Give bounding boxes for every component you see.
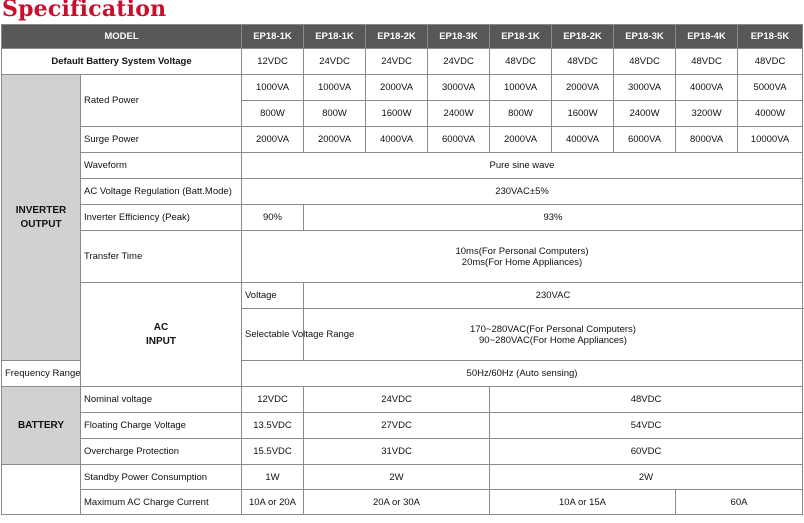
cell: 2W <box>490 465 803 490</box>
section-label: AC <box>153 322 169 333</box>
rated-power-label: Rated Power <box>81 75 242 127</box>
waveform-value: Pure sine wave <box>242 153 803 179</box>
cell: 20A or 30A <box>304 490 490 515</box>
cell: 4000VA <box>552 127 614 153</box>
cell: 1600W <box>552 101 614 127</box>
cell: 2000VA <box>366 75 428 101</box>
cell: 15.5VDC <box>242 439 304 465</box>
nominal-voltage-label: Nominal voltage <box>81 387 242 413</box>
cell: 48VDC <box>552 49 614 75</box>
model-name: EP18-4K <box>676 25 738 49</box>
model-name: EP18-1K <box>304 25 366 49</box>
cell: 800W <box>304 101 366 127</box>
nominal-voltage-row <box>2 387 803 413</box>
cell: 8000VA <box>676 127 738 153</box>
efficiency-row <box>2 205 803 231</box>
ac-regulation-label: AC Voltage Regulation (Batt.Mode) <box>81 179 242 205</box>
cell: 27VDC <box>304 413 490 439</box>
cell: 48VDC <box>614 49 676 75</box>
cell: 4000VA <box>676 75 738 101</box>
cell: 93% <box>304 205 803 231</box>
cell: 31VDC <box>304 439 490 465</box>
frequency-label: Frequency Range <box>2 361 81 387</box>
model-name: EP18-1K <box>242 25 304 49</box>
cell: 2400W <box>614 101 676 127</box>
cell: 3200W <box>676 101 738 127</box>
cell: 24VDC <box>366 49 428 75</box>
cell: 1000VA <box>242 75 304 101</box>
cell: 6000VA <box>428 127 490 153</box>
transfer-line: 10ms(For Personal Computers) <box>455 245 589 257</box>
cell: 2W <box>304 465 490 490</box>
transfer-time-label: Transfer Time <box>81 231 242 283</box>
waveform-row <box>2 153 803 179</box>
cell: 3000VA <box>428 75 490 101</box>
battery-voltage-row <box>2 49 803 75</box>
cell: 2000VA <box>552 75 614 101</box>
ac-charge-label: Maximum AC Charge Current <box>81 490 242 515</box>
frequency-value: 50Hz/60Hz (Auto sensing) <box>242 361 803 387</box>
model-name: EP18-2K <box>552 25 614 49</box>
surge-power-row <box>2 127 803 153</box>
floating-charge-label: Floating Charge Voltage <box>81 413 242 439</box>
model-name: EP18-5K <box>738 25 803 49</box>
cell: 1000VA <box>490 75 552 101</box>
waveform-label: Waveform <box>81 153 242 179</box>
section-misc <box>2 465 81 515</box>
cell: 6000VA <box>614 127 676 153</box>
cell: 13.5VDC <box>242 413 304 439</box>
specification-table <box>1 24 803 515</box>
cell: 48VDC <box>738 49 803 75</box>
ac-regulation-value: 230VAC±5% <box>242 179 803 205</box>
battery-voltage-label: Default Battery System Voltage <box>2 49 242 75</box>
overcharge-label: Overcharge Protection <box>81 439 242 465</box>
ac-voltage-value: 230VAC <box>304 283 803 309</box>
cell: 48VDC <box>490 387 803 413</box>
range-line: 170~280VAC(For Personal Computers) <box>470 323 636 335</box>
cell: 12VDC <box>242 387 304 413</box>
cell: 2000VA <box>304 127 366 153</box>
rated-power-va-row <box>2 75 803 101</box>
model-name: EP18-1K <box>490 25 552 49</box>
section-label: INPUT <box>146 335 176 347</box>
transfer-line: 20ms(For Home Appliances) <box>461 256 583 268</box>
floating-charge-row <box>2 413 803 439</box>
cell: 24VDC <box>304 387 490 413</box>
transfer-time-value <box>242 231 803 283</box>
model-name: EP18-2K <box>366 25 428 49</box>
cell: 12VDC <box>242 49 304 75</box>
cell: 60A <box>676 490 803 515</box>
ac-voltage-label: Voltage <box>242 283 304 309</box>
cell: 800W <box>242 101 304 127</box>
cell: 48VDC <box>676 49 738 75</box>
cell: 2000VA <box>490 127 552 153</box>
cell: 5000VA <box>738 75 803 101</box>
cell: 2000VA <box>242 127 304 153</box>
section-ac-input <box>81 283 242 387</box>
ac-charge-row <box>2 490 803 515</box>
cell: 48VDC <box>490 49 552 75</box>
cell: 10A or 15A <box>490 490 676 515</box>
efficiency-label: Inverter Efficiency (Peak) <box>81 205 242 231</box>
cell: 1600W <box>366 101 428 127</box>
section-label: INVERTER <box>15 205 67 216</box>
overcharge-row <box>2 439 803 465</box>
model-header: MODEL <box>2 25 242 49</box>
section-label: OUTPUT <box>20 218 62 230</box>
standby-row <box>2 465 803 490</box>
voltage-range-value <box>304 309 803 361</box>
transfer-time-row <box>2 231 803 283</box>
cell: 4000W <box>738 101 803 127</box>
standby-label: Standby Power Consumption <box>81 465 242 490</box>
ac-voltage-row <box>2 283 803 309</box>
cell: 90% <box>242 205 304 231</box>
cell: 24VDC <box>428 49 490 75</box>
cell: 4000VA <box>366 127 428 153</box>
section-battery: BATTERY <box>2 387 81 465</box>
page-title: Specification <box>2 0 167 22</box>
cell: 2400W <box>428 101 490 127</box>
header-row <box>2 25 803 49</box>
voltage-range-label: Selectable Voltage Range <box>242 309 304 361</box>
cell: 10000VA <box>738 127 803 153</box>
model-name: EP18-3K <box>614 25 676 49</box>
cell: 60VDC <box>490 439 803 465</box>
section-inverter-output <box>2 75 81 361</box>
cell: 1000VA <box>304 75 366 101</box>
model-name: EP18-3K <box>428 25 490 49</box>
ac-regulation-row <box>2 179 803 205</box>
cell: 1W <box>242 465 304 490</box>
surge-power-label: Surge Power <box>81 127 242 153</box>
cell: 800W <box>490 101 552 127</box>
cell: 3000VA <box>614 75 676 101</box>
range-line: 90~280VAC(For Home Appliances) <box>479 334 627 346</box>
cell: 54VDC <box>490 413 803 439</box>
cell: 10A or 20A <box>242 490 304 515</box>
cell: 24VDC <box>304 49 366 75</box>
